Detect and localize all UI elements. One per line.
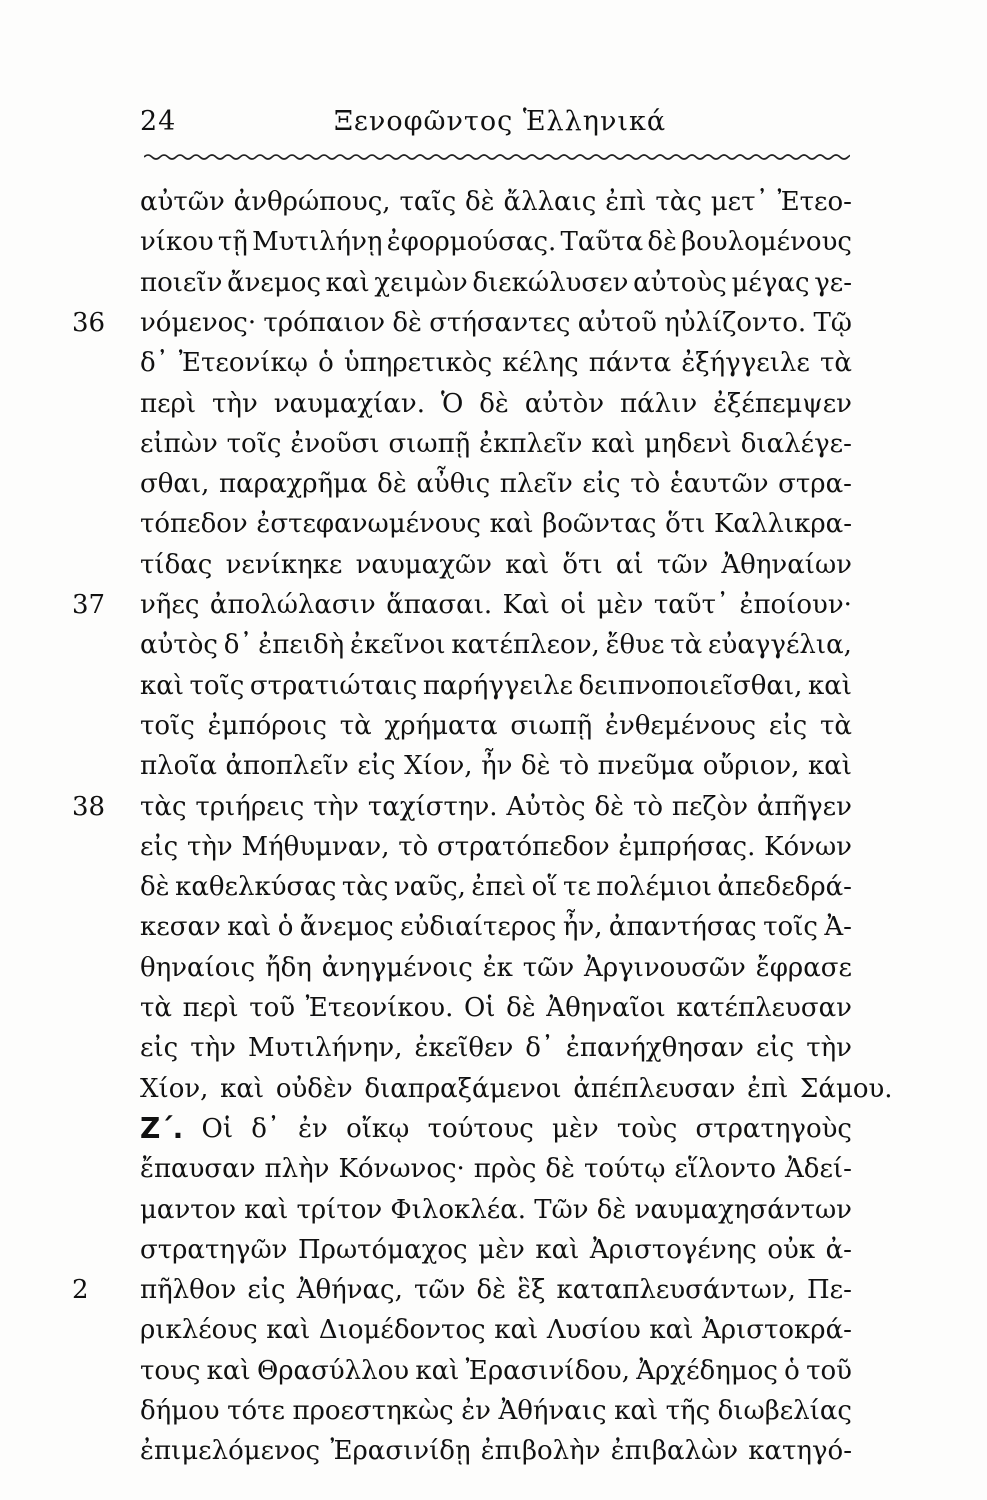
text-line: εἰς τὴν Μυτιλήνην, ἐκεῖθεν δ᾽ ἐπανήχθησαν εἰς τὴν	[140, 1033, 852, 1063]
text-line: δήμου τότε προεστηκὼς ἐν Ἀθήναις καὶ τῆς διωβελίας	[140, 1396, 852, 1426]
text-line: ρικλέους καὶ Διομέδοντος καὶ Λυσίου καὶ Ἀριστοκρά-	[140, 1315, 852, 1345]
text-line: σθαι, παραχρῆμα δὲ αὖθις πλεῖν εἰς τὸ ἑαυτῶν στρα-	[140, 469, 852, 499]
text-line: νῆες ἀπολώλασιν ἅπασαι. Καὶ οἱ μὲν ταῦτ᾽ ἐποίουν·	[140, 590, 852, 620]
page-number: 24	[140, 106, 177, 137]
text-line: πῆλθον εἰς Ἀθήνας, τῶν δὲ ἓξ καταπλευσάντων, Πε-	[140, 1275, 852, 1305]
text-line: νόμενος· τρόπαιον δὲ στήσαντες αὐτοῦ ηὐλίζοντο. Τῷ	[140, 308, 852, 338]
chapter-mark: Ζ΄.	[140, 1112, 184, 1145]
section-number: 2	[72, 1275, 89, 1305]
text-line: θηναίοις ἤδη ἀνηγμένοις ἐκ τῶν Ἀργινουσῶν ἔφρασε	[140, 953, 852, 983]
text-line: Χίον, καὶ οὐδὲν διαπραξάμενοι ἀπέπλευσαν ἐπὶ Σάμου.	[140, 1074, 893, 1104]
text-line: ποιεῖν ἄνεμος καὶ χειμὼν διεκώλυσεν αὐτοὺς μέγας γε-	[140, 268, 852, 298]
text-line: πλοῖα ἀποπλεῖν εἰς Χίον, ἦν δὲ τὸ πνεῦμα οὔριον, καὶ	[140, 751, 852, 781]
text-line: αὐτὸς δ᾽ ἐπειδὴ ἐκεῖνοι κατέπλεον, ἔθυε τὰ εὐαγγέλια,	[140, 630, 852, 660]
text-line: μαντον καὶ τρίτον Φιλοκλέα. Τῶν δὲ ναυμαχησάντων	[140, 1195, 852, 1225]
section-number: 36	[72, 308, 106, 338]
text-line: Ζ΄. Οἱ δ᾽ ἐν οἴκῳ τούτους μὲν τοὺς στρατηγοὺς	[140, 1109, 852, 1149]
text-line: ἔπαυσαν πλὴν Κόνωνος· πρὸς δὲ τούτῳ εἵλοντο Ἀδεί-	[140, 1154, 852, 1184]
section-number: 37	[72, 590, 106, 620]
text-line: τὰς τριήρεις τὴν ταχίστην. Αὐτὸς δὲ τὸ πεζὸν ἀπῆγεν	[140, 792, 852, 822]
running-head: Ξενοφῶντος Ἑλληνικά	[333, 106, 667, 137]
text-line: τόπεδον ἐστεφανωμένους καὶ βοῶντας ὅτι Καλλικρα-	[140, 509, 852, 539]
text-line: τὰ περὶ τοῦ Ἐτεονίκου. Οἱ δὲ Ἀθηναῖοι κατέπλευσαν	[140, 993, 852, 1023]
text-line: εἰς τὴν Μήθυμναν, τὸ στρατόπεδον ἐμπρήσας. Κόνων	[140, 832, 852, 862]
text-line: περὶ τὴν ναυμαχίαν. Ὁ δὲ αὐτὸν πάλιν ἐξέπεμψεν	[140, 389, 852, 419]
text-line: καὶ τοῖς στρατιώταις παρήγγειλε δειπνοποιεῖσθαι, καὶ	[140, 671, 852, 701]
section-number: 38	[72, 792, 106, 822]
text-line: τίδας νενίκηκε ναυμαχῶν καὶ ὅτι αἱ τῶν Ἀθηναίων	[140, 550, 852, 580]
text-line: τοῖς ἐμπόροις τὰ χρήματα σιωπῇ ἐνθεμένους εἰς τὰ	[140, 711, 852, 741]
text-line: δὲ καθελκύσας τὰς ναῦς, ἐπεὶ οἵ τε πολέμιοι ἀπεδεδρά-	[140, 872, 852, 902]
text-line: εἰπὼν τοῖς ἐνοῦσι σιωπῇ ἐκπλεῖν καὶ μηδενὶ διαλέγε-	[140, 429, 852, 459]
text-line: δ᾽ Ἐτεονίκῳ ὁ ὑπηρετικὸς κέλης πάντα ἐξήγγειλε τὰ	[140, 348, 852, 378]
text-line: κεσαν καὶ ὁ ἄνεμος εὐδιαίτερος ἦν, ἀπαντήσας τοῖς Ἀ-	[140, 912, 852, 942]
text-line: ἐπιμελόμενος Ἐρασινίδῃ ἐπιβολὴν ἐπιβαλὼν κατηγό-	[140, 1436, 852, 1466]
text-line: τους καὶ Θρασύλλου καὶ Ἐρασινίδου, Ἀρχέδημος ὁ τοῦ	[140, 1356, 852, 1386]
text-line: αὐτῶν ἀνθρώπους, ταῖς δὲ ἄλλαις ἐπὶ τὰς μετ᾽ Ἐτεο-	[140, 187, 852, 217]
text-line: στρατηγῶν Πρωτόμαχος μὲν καὶ Ἀριστογένης οὐκ ἀ-	[140, 1235, 852, 1265]
text-line: νίκου τῇ Μυτιλήνῃ ἐφορμούσας. Ταῦτα δὲ βουλομένους	[140, 227, 852, 257]
